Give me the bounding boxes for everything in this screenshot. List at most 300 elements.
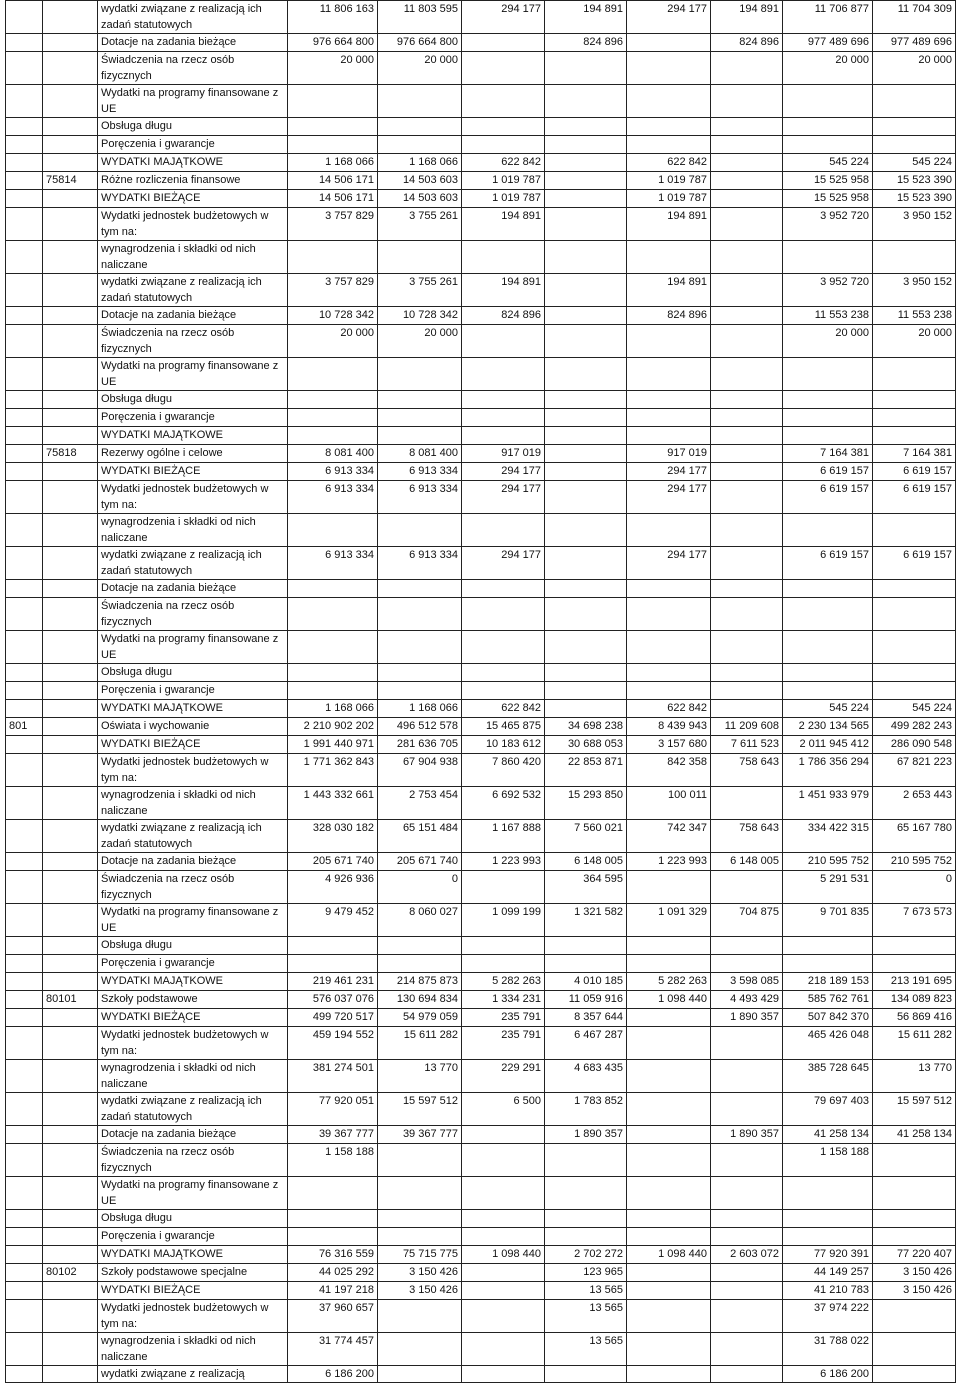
cell-v7: 1 786 356 294: [783, 754, 873, 787]
cell-v3: 294 177: [462, 481, 545, 514]
cell-v3: 294 177: [462, 463, 545, 481]
cell-label: wydatki związane z realizacją ich zadań statutowych: [98, 1093, 288, 1126]
cell-dzial: [6, 1, 43, 34]
cell-v1: 20 000: [288, 52, 378, 85]
cell-v6: 1 890 357: [711, 1009, 783, 1027]
cell-v7: [783, 118, 873, 136]
cell-dzial: [6, 85, 43, 118]
cell-dzial: [6, 820, 43, 853]
cell-v5: [627, 1300, 711, 1333]
cell-v4: [545, 358, 627, 391]
cell-v8: [873, 118, 956, 136]
cell-v6: [711, 1366, 783, 1383]
cell-rozdzial: [43, 1126, 98, 1144]
cell-label: Dotacje na zadania bieżące: [98, 1126, 288, 1144]
cell-v6: [711, 598, 783, 631]
cell-v8: 3 150 426: [873, 1264, 956, 1282]
cell-v2: [378, 631, 462, 664]
cell-v7: 507 842 370: [783, 1009, 873, 1027]
cell-v3: 194 891: [462, 274, 545, 307]
cell-v4: [545, 955, 627, 973]
cell-dzial: [6, 1027, 43, 1060]
cell-v8: 15 523 390: [873, 172, 956, 190]
cell-v2: [378, 118, 462, 136]
cell-v2: [378, 136, 462, 154]
cell-dzial: [6, 871, 43, 904]
cell-v4: [545, 682, 627, 700]
cell-v6: [711, 1282, 783, 1300]
cell-v3: 229 291: [462, 1060, 545, 1093]
table-row: [6, 34, 956, 52]
cell-v3: [462, 955, 545, 973]
cell-label: wynagrodzenia i składki od nich naliczane: [98, 1333, 288, 1366]
cell-v5: [627, 427, 711, 445]
cell-v5: [627, 241, 711, 274]
cell-v2: 15 597 512: [378, 1093, 462, 1126]
cell-v7: 6 186 200: [783, 1366, 873, 1383]
cell-v4: 22 853 871: [545, 754, 627, 787]
cell-v8: 545 224: [873, 700, 956, 718]
table-row: [6, 1, 956, 34]
cell-v5: [627, 1228, 711, 1246]
cell-v5: 8 439 943: [627, 718, 711, 736]
cell-v5: [627, 391, 711, 409]
cell-v4: [545, 700, 627, 718]
cell-v5: [627, 1009, 711, 1027]
cell-v1: [288, 358, 378, 391]
cell-dzial: [6, 1300, 43, 1333]
cell-v3: [462, 136, 545, 154]
cell-v1: 8 081 400: [288, 445, 378, 463]
cell-v3: [462, 391, 545, 409]
cell-v4: 15 293 850: [545, 787, 627, 820]
cell-v2: 65 151 484: [378, 820, 462, 853]
table-row: [6, 1210, 956, 1228]
cell-v6: [711, 241, 783, 274]
cell-v5: [627, 580, 711, 598]
cell-v7: 41 258 134: [783, 1126, 873, 1144]
cell-v4: 6 467 287: [545, 1027, 627, 1060]
cell-v2: 6 913 334: [378, 547, 462, 580]
cell-v7: [783, 598, 873, 631]
cell-v2: [378, 682, 462, 700]
cell-v1: 2 210 902 202: [288, 718, 378, 736]
cell-v6: [711, 514, 783, 547]
cell-v6: 194 891: [711, 1, 783, 34]
cell-v8: [873, 85, 956, 118]
cell-v7: [783, 409, 873, 427]
cell-v8: 11 553 238: [873, 307, 956, 325]
cell-v2: 205 671 740: [378, 853, 462, 871]
cell-v7: 3 952 720: [783, 208, 873, 241]
cell-v7: 37 974 222: [783, 1300, 873, 1333]
cell-rozdzial: [43, 307, 98, 325]
cell-label: Poręczenia i gwarancje: [98, 409, 288, 427]
cell-v1: 11 806 163: [288, 1, 378, 34]
table-row: [6, 754, 956, 787]
cell-v3: 235 791: [462, 1009, 545, 1027]
cell-label: Dotacje na zadania bieżące: [98, 853, 288, 871]
cell-rozdzial: [43, 787, 98, 820]
cell-label: Świadczenia na rzecz osób fizycznych: [98, 1144, 288, 1177]
cell-v2: 6 913 334: [378, 481, 462, 514]
cell-v3: [462, 1228, 545, 1246]
table-row: [6, 85, 956, 118]
cell-v1: 459 194 552: [288, 1027, 378, 1060]
cell-v5: 5 282 263: [627, 973, 711, 991]
table-row: [6, 787, 956, 820]
cell-v5: [627, 682, 711, 700]
cell-rozdzial: [43, 682, 98, 700]
cell-v2: 54 979 059: [378, 1009, 462, 1027]
cell-v2: 6 913 334: [378, 463, 462, 481]
table-row: [6, 871, 956, 904]
cell-dzial: [6, 664, 43, 682]
cell-v6: [711, 409, 783, 427]
cell-rozdzial: [43, 1177, 98, 1210]
cell-v6: 3 598 085: [711, 973, 783, 991]
cell-v8: 286 090 548: [873, 736, 956, 754]
cell-dzial: [6, 241, 43, 274]
cell-v2: [378, 937, 462, 955]
cell-v8: 20 000: [873, 52, 956, 85]
cell-v1: [288, 631, 378, 664]
cell-v5: 294 177: [627, 1, 711, 34]
cell-dzial: [6, 1210, 43, 1228]
table-row: [6, 514, 956, 547]
cell-dzial: [6, 1333, 43, 1366]
cell-v8: 77 220 407: [873, 1246, 956, 1264]
cell-rozdzial: [43, 1, 98, 34]
cell-dzial: [6, 358, 43, 391]
cell-v1: 1 168 066: [288, 154, 378, 172]
cell-v7: [783, 391, 873, 409]
cell-v8: 41 258 134: [873, 1126, 956, 1144]
cell-dzial: 801: [6, 718, 43, 736]
cell-v6: [711, 682, 783, 700]
cell-v6: [711, 1177, 783, 1210]
cell-v6: [711, 580, 783, 598]
cell-v6: [711, 136, 783, 154]
cell-rozdzial: [43, 547, 98, 580]
cell-v1: 6 913 334: [288, 547, 378, 580]
cell-v8: 6 619 157: [873, 481, 956, 514]
cell-v7: 334 422 315: [783, 820, 873, 853]
cell-v5: 1 098 440: [627, 991, 711, 1009]
cell-v7: [783, 631, 873, 664]
cell-rozdzial: 80102: [43, 1264, 98, 1282]
cell-v4: [545, 136, 627, 154]
cell-rozdzial: [43, 1366, 98, 1383]
cell-v7: [783, 682, 873, 700]
cell-v5: [627, 937, 711, 955]
cell-v8: [873, 358, 956, 391]
cell-rozdzial: [43, 598, 98, 631]
cell-dzial: [6, 754, 43, 787]
cell-v4: [545, 937, 627, 955]
cell-v2: 75 715 775: [378, 1246, 462, 1264]
cell-v2: 0: [378, 871, 462, 904]
cell-label: Wydatki na programy finansowane z UE: [98, 358, 288, 391]
cell-dzial: [6, 463, 43, 481]
cell-v6: [711, 52, 783, 85]
cell-v1: 20 000: [288, 325, 378, 358]
cell-v2: 8 060 027: [378, 904, 462, 937]
cell-label: Wydatki na programy finansowane z UE: [98, 1177, 288, 1210]
cell-v5: 1 091 329: [627, 904, 711, 937]
cell-v3: 1 099 199: [462, 904, 545, 937]
table-row: [6, 1282, 956, 1300]
cell-v4: [545, 208, 627, 241]
cell-v5: [627, 1144, 711, 1177]
table-row: [6, 1027, 956, 1060]
cell-v4: 4 683 435: [545, 1060, 627, 1093]
table-row: [6, 1144, 956, 1177]
cell-v1: 31 774 457: [288, 1333, 378, 1366]
cell-dzial: [6, 172, 43, 190]
table-row: [6, 1366, 956, 1383]
cell-v1: [288, 1228, 378, 1246]
cell-v1: 10 728 342: [288, 307, 378, 325]
cell-v8: 6 619 157: [873, 547, 956, 580]
cell-v4: [545, 325, 627, 358]
cell-v7: 210 595 752: [783, 853, 873, 871]
cell-v1: [288, 664, 378, 682]
cell-v1: 41 197 218: [288, 1282, 378, 1300]
cell-v8: 3 950 152: [873, 208, 956, 241]
cell-rozdzial: [43, 1282, 98, 1300]
cell-v1: [288, 136, 378, 154]
cell-dzial: [6, 598, 43, 631]
cell-v5: [627, 52, 711, 85]
cell-v7: [783, 358, 873, 391]
table-row: [6, 1300, 956, 1333]
cell-v5: 917 019: [627, 445, 711, 463]
cell-v5: [627, 1060, 711, 1093]
cell-v2: 976 664 800: [378, 34, 462, 52]
cell-v8: 210 595 752: [873, 853, 956, 871]
cell-rozdzial: [43, 1093, 98, 1126]
table-row: [6, 547, 956, 580]
cell-dzial: [6, 1144, 43, 1177]
cell-v5: 622 842: [627, 700, 711, 718]
cell-v1: [288, 409, 378, 427]
cell-v5: 294 177: [627, 481, 711, 514]
cell-v6: [711, 871, 783, 904]
cell-v7: 77 920 391: [783, 1246, 873, 1264]
cell-v2: [378, 1210, 462, 1228]
cell-dzial: [6, 787, 43, 820]
cell-v6: 4 493 429: [711, 991, 783, 1009]
cell-v6: [711, 1210, 783, 1228]
cell-v6: 824 896: [711, 34, 783, 52]
cell-v6: 11 209 608: [711, 718, 783, 736]
cell-v8: 56 869 416: [873, 1009, 956, 1027]
cell-v7: 11 553 238: [783, 307, 873, 325]
cell-v2: 39 367 777: [378, 1126, 462, 1144]
table-row: [6, 463, 956, 481]
cell-v7: 31 788 022: [783, 1333, 873, 1366]
cell-v3: [462, 1333, 545, 1366]
cell-v6: 758 643: [711, 820, 783, 853]
table-row: [6, 1009, 956, 1027]
cell-v4: [545, 481, 627, 514]
cell-v8: 6 619 157: [873, 463, 956, 481]
cell-dzial: [6, 307, 43, 325]
cell-v1: [288, 955, 378, 973]
cell-v8: 15 597 512: [873, 1093, 956, 1126]
cell-v6: [711, 190, 783, 208]
cell-v1: 576 037 076: [288, 991, 378, 1009]
cell-v2: 67 904 938: [378, 754, 462, 787]
cell-dzial: [6, 973, 43, 991]
cell-v8: [873, 1366, 956, 1383]
cell-v3: 5 282 263: [462, 973, 545, 991]
cell-v2: [378, 409, 462, 427]
cell-dzial: [6, 682, 43, 700]
cell-rozdzial: [43, 664, 98, 682]
cell-rozdzial: [43, 754, 98, 787]
cell-v4: [545, 664, 627, 682]
cell-rozdzial: [43, 52, 98, 85]
cell-v4: [545, 598, 627, 631]
cell-v7: 41 210 783: [783, 1282, 873, 1300]
cell-v4: 8 357 644: [545, 1009, 627, 1027]
cell-label: wydatki związane z realizacją ich zadań statutowych: [98, 1, 288, 34]
cell-v4: 34 698 238: [545, 718, 627, 736]
table-row: [6, 307, 956, 325]
cell-v5: 1 019 787: [627, 190, 711, 208]
cell-v1: 976 664 800: [288, 34, 378, 52]
cell-v4: [545, 52, 627, 85]
cell-label: Poręczenia i gwarancje: [98, 682, 288, 700]
table-row: [6, 190, 956, 208]
table-row: [6, 580, 956, 598]
cell-v7: 545 224: [783, 700, 873, 718]
cell-v8: [873, 631, 956, 664]
cell-label: Świadczenia na rzecz osób fizycznych: [98, 871, 288, 904]
table-row: [6, 241, 956, 274]
cell-v1: [288, 1210, 378, 1228]
cell-rozdzial: [43, 274, 98, 307]
cell-v3: [462, 325, 545, 358]
cell-v7: [783, 1177, 873, 1210]
cell-v1: 219 461 231: [288, 973, 378, 991]
cell-v6: [711, 358, 783, 391]
cell-v1: [288, 118, 378, 136]
cell-v5: [627, 1264, 711, 1282]
table-row: [6, 481, 956, 514]
cell-v1: [288, 580, 378, 598]
cell-v6: [711, 325, 783, 358]
cell-label: Poręczenia i gwarancje: [98, 955, 288, 973]
cell-v5: 100 011: [627, 787, 711, 820]
cell-rozdzial: [43, 241, 98, 274]
cell-v4: [545, 154, 627, 172]
table-row: [6, 1093, 956, 1126]
table-row: [6, 853, 956, 871]
cell-v8: 3 150 426: [873, 1282, 956, 1300]
cell-dzial: [6, 1177, 43, 1210]
table-row: [6, 325, 956, 358]
cell-v3: [462, 85, 545, 118]
cell-v7: 6 619 157: [783, 463, 873, 481]
cell-v3: [462, 118, 545, 136]
cell-v8: 65 167 780: [873, 820, 956, 853]
cell-v8: [873, 241, 956, 274]
cell-v8: [873, 1177, 956, 1210]
cell-v1: 1 991 440 971: [288, 736, 378, 754]
cell-v5: [627, 955, 711, 973]
cell-v2: 3 150 426: [378, 1282, 462, 1300]
cell-v1: [288, 1177, 378, 1210]
cell-v8: [873, 580, 956, 598]
cell-v2: 1 168 066: [378, 700, 462, 718]
cell-label: Świadczenia na rzecz osób fizycznych: [98, 52, 288, 85]
table-body: [6, 1, 956, 1383]
cell-v6: [711, 937, 783, 955]
cell-label: WYDATKI MAJĄTKOWE: [98, 973, 288, 991]
cell-v3: 1 334 231: [462, 991, 545, 1009]
cell-rozdzial: [43, 1009, 98, 1027]
cell-rozdzial: [43, 700, 98, 718]
cell-label: WYDATKI BIEŻĄCE: [98, 1009, 288, 1027]
cell-v7: 7 164 381: [783, 445, 873, 463]
cell-v2: [378, 358, 462, 391]
cell-v4: 1 321 582: [545, 904, 627, 937]
cell-rozdzial: [43, 118, 98, 136]
cell-label: wydatki związane z realizacją ich zadań statutowych: [98, 274, 288, 307]
cell-dzial: [6, 904, 43, 937]
cell-v4: [545, 1366, 627, 1383]
cell-v6: [711, 154, 783, 172]
cell-v6: [711, 631, 783, 664]
cell-v1: 39 367 777: [288, 1126, 378, 1144]
cell-v4: [545, 409, 627, 427]
cell-v7: 9 701 835: [783, 904, 873, 937]
cell-v8: [873, 664, 956, 682]
table-row: [6, 1177, 956, 1210]
cell-v3: [462, 34, 545, 52]
cell-v4: 364 595: [545, 871, 627, 904]
cell-v2: [378, 241, 462, 274]
cell-label: Poręczenia i gwarancje: [98, 1228, 288, 1246]
cell-v8: 20 000: [873, 325, 956, 358]
cell-dzial: [6, 409, 43, 427]
cell-label: WYDATKI MAJĄTKOWE: [98, 427, 288, 445]
cell-v5: [627, 1126, 711, 1144]
cell-rozdzial: [43, 955, 98, 973]
cell-v4: [545, 1210, 627, 1228]
cell-dzial: [6, 1246, 43, 1264]
cell-v2: 3 150 426: [378, 1264, 462, 1282]
cell-v7: [783, 427, 873, 445]
cell-label: Dotacje na zadania bieżące: [98, 580, 288, 598]
cell-v4: 11 059 916: [545, 991, 627, 1009]
cell-dzial: [6, 1126, 43, 1144]
cell-rozdzial: [43, 1144, 98, 1177]
table-row: [6, 172, 956, 190]
cell-v3: 15 465 875: [462, 718, 545, 736]
cell-dzial: [6, 154, 43, 172]
cell-dzial: [6, 514, 43, 547]
cell-v2: [378, 85, 462, 118]
cell-label: Obsługa długu: [98, 664, 288, 682]
cell-label: wynagrodzenia i składki od nich naliczane: [98, 241, 288, 274]
cell-rozdzial: [43, 736, 98, 754]
cell-rozdzial: [43, 1060, 98, 1093]
cell-v2: [378, 1366, 462, 1383]
